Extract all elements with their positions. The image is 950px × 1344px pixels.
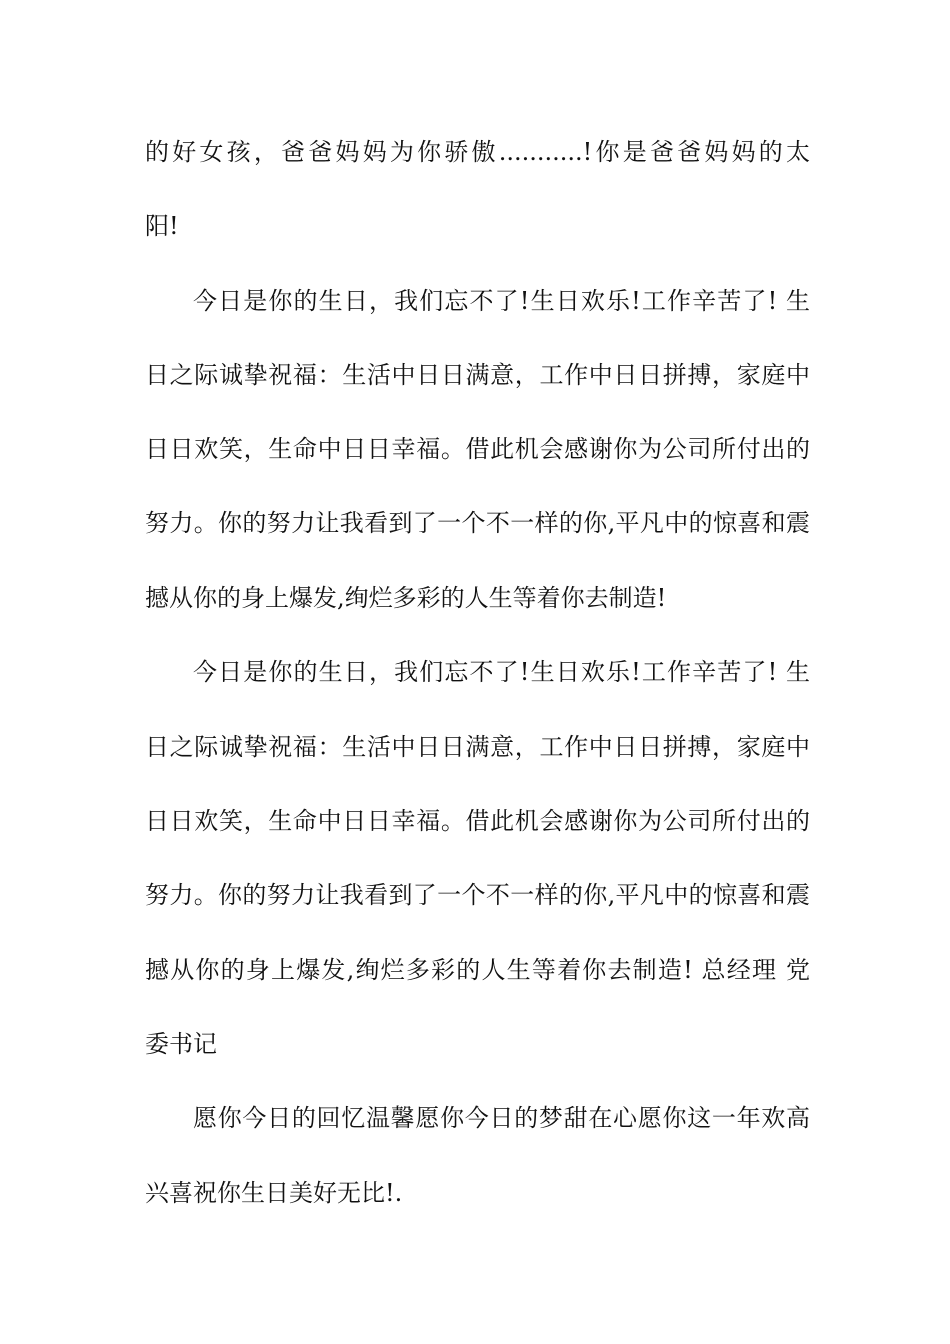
paragraph-start-line: 今日是你的生日，我们忘不了!生日欢乐!工作辛苦了! 生	[193, 658, 810, 686]
text-line: 的好女孩，爸爸妈妈为你骄傲...........!你是爸爸妈妈的太	[145, 138, 810, 166]
text-line: 日日欢笑，生命中日日幸福。借此机会感谢你为公司所付出的	[145, 435, 810, 463]
text-line: 阳!	[145, 212, 179, 240]
text-line: 委书记	[145, 1030, 217, 1058]
paragraph-start-line: 今日是你的生日，我们忘不了!生日欢乐!工作辛苦了! 生	[193, 287, 810, 315]
text-line: 日之际诚挚祝福：生活中日日满意，工作中日日拼搏，家庭中	[145, 361, 810, 389]
text-line: 撼从你的身上爆发,绚烂多彩的人生等着你去制造! 总经理 党	[145, 956, 810, 984]
text-line: 努力。你的努力让我看到了一个不一样的你,平凡中的惊喜和震	[145, 881, 810, 909]
text-line: 兴喜祝你生日美好无比!.	[145, 1179, 403, 1207]
text-line: 日日欢笑，生命中日日幸福。借此机会感谢你为公司所付出的	[145, 807, 810, 835]
text-line: 撼从你的身上爆发,绚烂多彩的人生等着你去制造!	[145, 584, 667, 612]
text-line: 日之际诚挚祝福：生活中日日满意，工作中日日拼搏，家庭中	[145, 733, 810, 761]
paragraph-start-line: 愿你今日的回忆温馨愿你今日的梦甜在心愿你这一年欢高	[193, 1104, 810, 1132]
text-line: 努力。你的努力让我看到了一个不一样的你,平凡中的惊喜和震	[145, 509, 810, 537]
